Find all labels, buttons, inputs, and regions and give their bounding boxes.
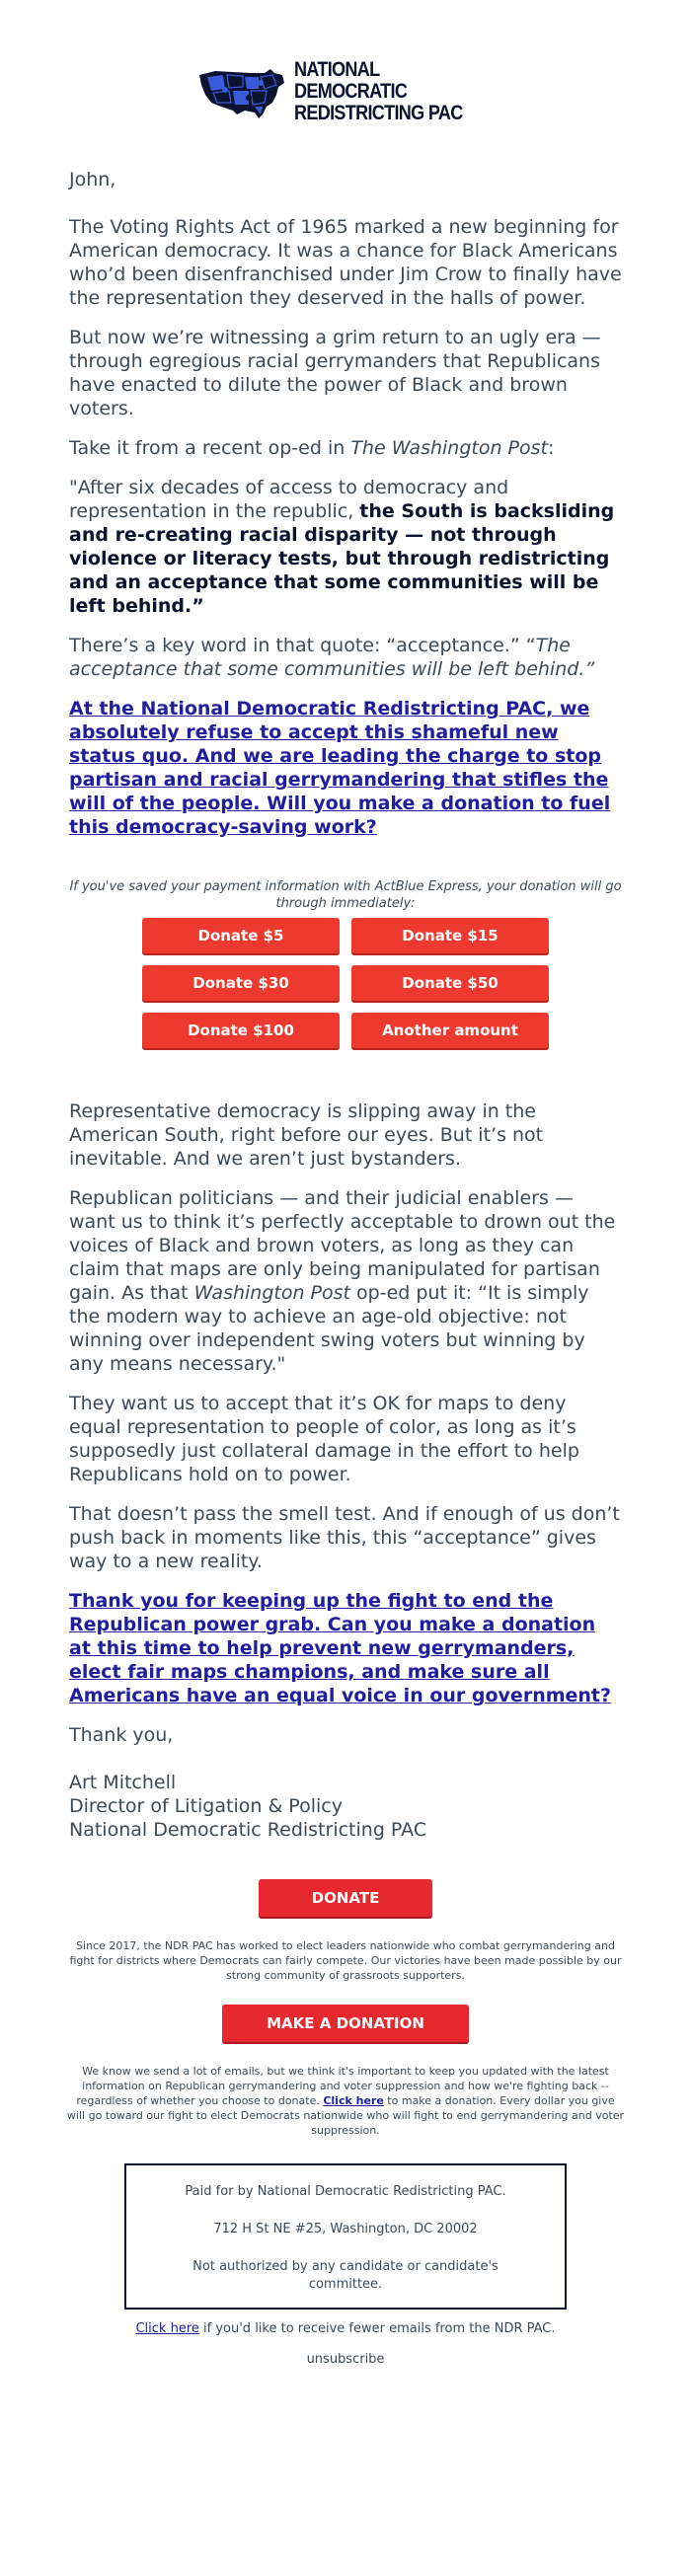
p4-italic: The acceptance that some communities will be left behind.	[69, 635, 585, 680]
logo-line-2: REDISTRICTING PAC	[294, 102, 463, 124]
p4-plain: There’s a key word in that quote: “acceptance.” “	[69, 635, 536, 656]
cta-link-2[interactable]: Thank you for keeping up the fight to end the Republican power grab. Can you make a donation at this time to help prevent new gerrymanders, elect fair maps champions, and make sure all Americans have an equal voice in our government?	[69, 1590, 612, 1706]
p3-before: Take it from a recent op-ed in	[69, 437, 351, 459]
closing: Thank you,	[69, 1724, 174, 1746]
p3-after: :	[548, 437, 555, 459]
p4-end: ”	[584, 658, 595, 680]
make-donation-button[interactable]: MAKE A DONATION	[222, 2005, 469, 2042]
paragraph-3	[69, 436, 622, 460]
cta-link-1[interactable]: At the National Democratic Redistricting PAC, we absolutely refuse to accept this shameful new status quo. And we are leading the charge to stop partisan and racial gerrymandering that stifles the will of the people. Will you make a donation to fuel this democracy-saving work?	[69, 698, 611, 838]
donate-100-button[interactable]: Donate $100	[142, 1013, 340, 1048]
donate-15-button[interactable]: Donate $15	[351, 918, 549, 953]
logo-wordmark	[294, 59, 469, 124]
not-authorized-text: Not authorized by any candidate or candidate's committee.	[192, 2259, 499, 2292]
logo[interactable]	[193, 59, 498, 124]
fewer-emails-line	[0, 2321, 691, 2336]
signer-org: National Democratic Redistricting PAC	[69, 1819, 427, 1841]
signature-block	[69, 1771, 622, 1842]
us-map-puzzle-icon	[193, 63, 288, 120]
quote-plain: "After six decades of access to democracy and representation in the republic,	[69, 477, 509, 522]
footer	[0, 1879, 691, 2367]
letter-body	[0, 124, 691, 1842]
cta-paragraph-2	[69, 1589, 622, 1707]
p6-before: Republican politicians — and their judicial enablers — want us to think it’s perfectly acceptable to drown out the voices of Black and brown voters, as long as they can claim that maps are only being manipulated for partisan gain. As that	[69, 1187, 616, 1304]
logo-line-1: NATIONAL DEMOCRATIC	[294, 58, 408, 103]
about-text: Since 2017, the NDR PAC has worked to elect leaders nationwide who combat gerrymandering and fight for districts where Democrats can fairly compete. Our victories have been made possible by our strong community of grassroots supporters.	[69, 1939, 622, 1982]
p6-after: op-ed put it: “It is simply the modern way to achieve an age-old objective: not winning over independent swing voters but winning by any means necessary."	[69, 1282, 589, 1375]
paid-for-box	[124, 2163, 567, 2310]
fewer-emails-link[interactable]: Click here	[135, 2321, 199, 2336]
paragraph-2: But now we’re witnessing a grim return to an ugly era — through egregious racial gerrymanders that Republicans have enacted to dilute the power of Black and brown voters.	[69, 327, 601, 419]
paragraph-1: The Voting Rights Act of 1965 marked a new beginning for American democracy. It was a chance for Black Americans who’d been disenfranchised under Jim Crow to finally have the representation they deserved in the halls of power.	[69, 216, 622, 309]
donate-button-grid	[142, 918, 549, 1048]
address-text: 712 H St NE #25, Washington, DC 20002	[213, 2222, 478, 2236]
paid-for-text: Paid for by National Democratic Redistricting PAC.	[185, 2184, 506, 2199]
signer-title: Director of Litigation & Policy	[69, 1795, 343, 1817]
p3-publication: The Washington Post	[350, 437, 548, 459]
quote-bold: the South is backsliding and re-creating racial disparity — not through violence or literacy tests, but through redistricting and an acceptance that some communities will be left behind.”	[69, 500, 615, 617]
cta-paragraph-1	[69, 697, 622, 839]
email-note	[67, 2064, 625, 2138]
note-after: to make a donation. Every dollar you give will go toward our fight to elect Democrats nationwide who will fight to end gerrymandering and voter suppression.	[66, 2094, 625, 2137]
paragraph-8: That doesn’t pass the smell test. And if enough of us don’t push back in moments like this, this “acceptance” gives way to a new reality.	[69, 1503, 620, 1572]
signer-name: Art Mitchell	[69, 1772, 177, 1793]
donate-other-amount-button[interactable]: Another amount	[351, 1013, 549, 1048]
paragraph-7: They want us to accept that it’s OK for maps to deny equal representation to people of color, as long as it’s supposedly just collateral damage in the effort to help Republicans hold on to power.	[69, 1393, 579, 1485]
unsubscribe-link[interactable]: unsubscribe	[306, 2352, 385, 2367]
donate-50-button[interactable]: Donate $50	[351, 965, 549, 1001]
donate-button[interactable]: DONATE	[259, 1879, 432, 1917]
note-before: We know we send a lot of emails, but we think it's important to keep you updated with the latest information on Republican gerrymandering and voter suppression and how we're fighting back -- regardless of whether you choose to donate.	[76, 2065, 609, 2107]
note-donate-link[interactable]: Click here	[323, 2094, 384, 2107]
paragraph-6	[69, 1186, 622, 1376]
donate-5-button[interactable]: Donate $5	[142, 918, 340, 953]
paragraph-5: Representative democracy is slipping away in the American South, right before our eyes. But it’s not inevitable. And we aren’t just bystanders.	[69, 1100, 544, 1170]
quote-paragraph	[69, 476, 622, 618]
paragraph-4	[69, 634, 622, 681]
actblue-note: If you've saved your payment information with ActBlue Express, your donation will go through immediately:	[69, 879, 622, 911]
fewer-emails-text: if you'd like to receive fewer emails from the NDR PAC.	[198, 2321, 556, 2336]
salutation: John,	[69, 169, 116, 190]
header	[0, 0, 691, 124]
p6-publication: Washington Post	[193, 1282, 350, 1304]
donate-30-button[interactable]: Donate $30	[142, 965, 340, 1001]
